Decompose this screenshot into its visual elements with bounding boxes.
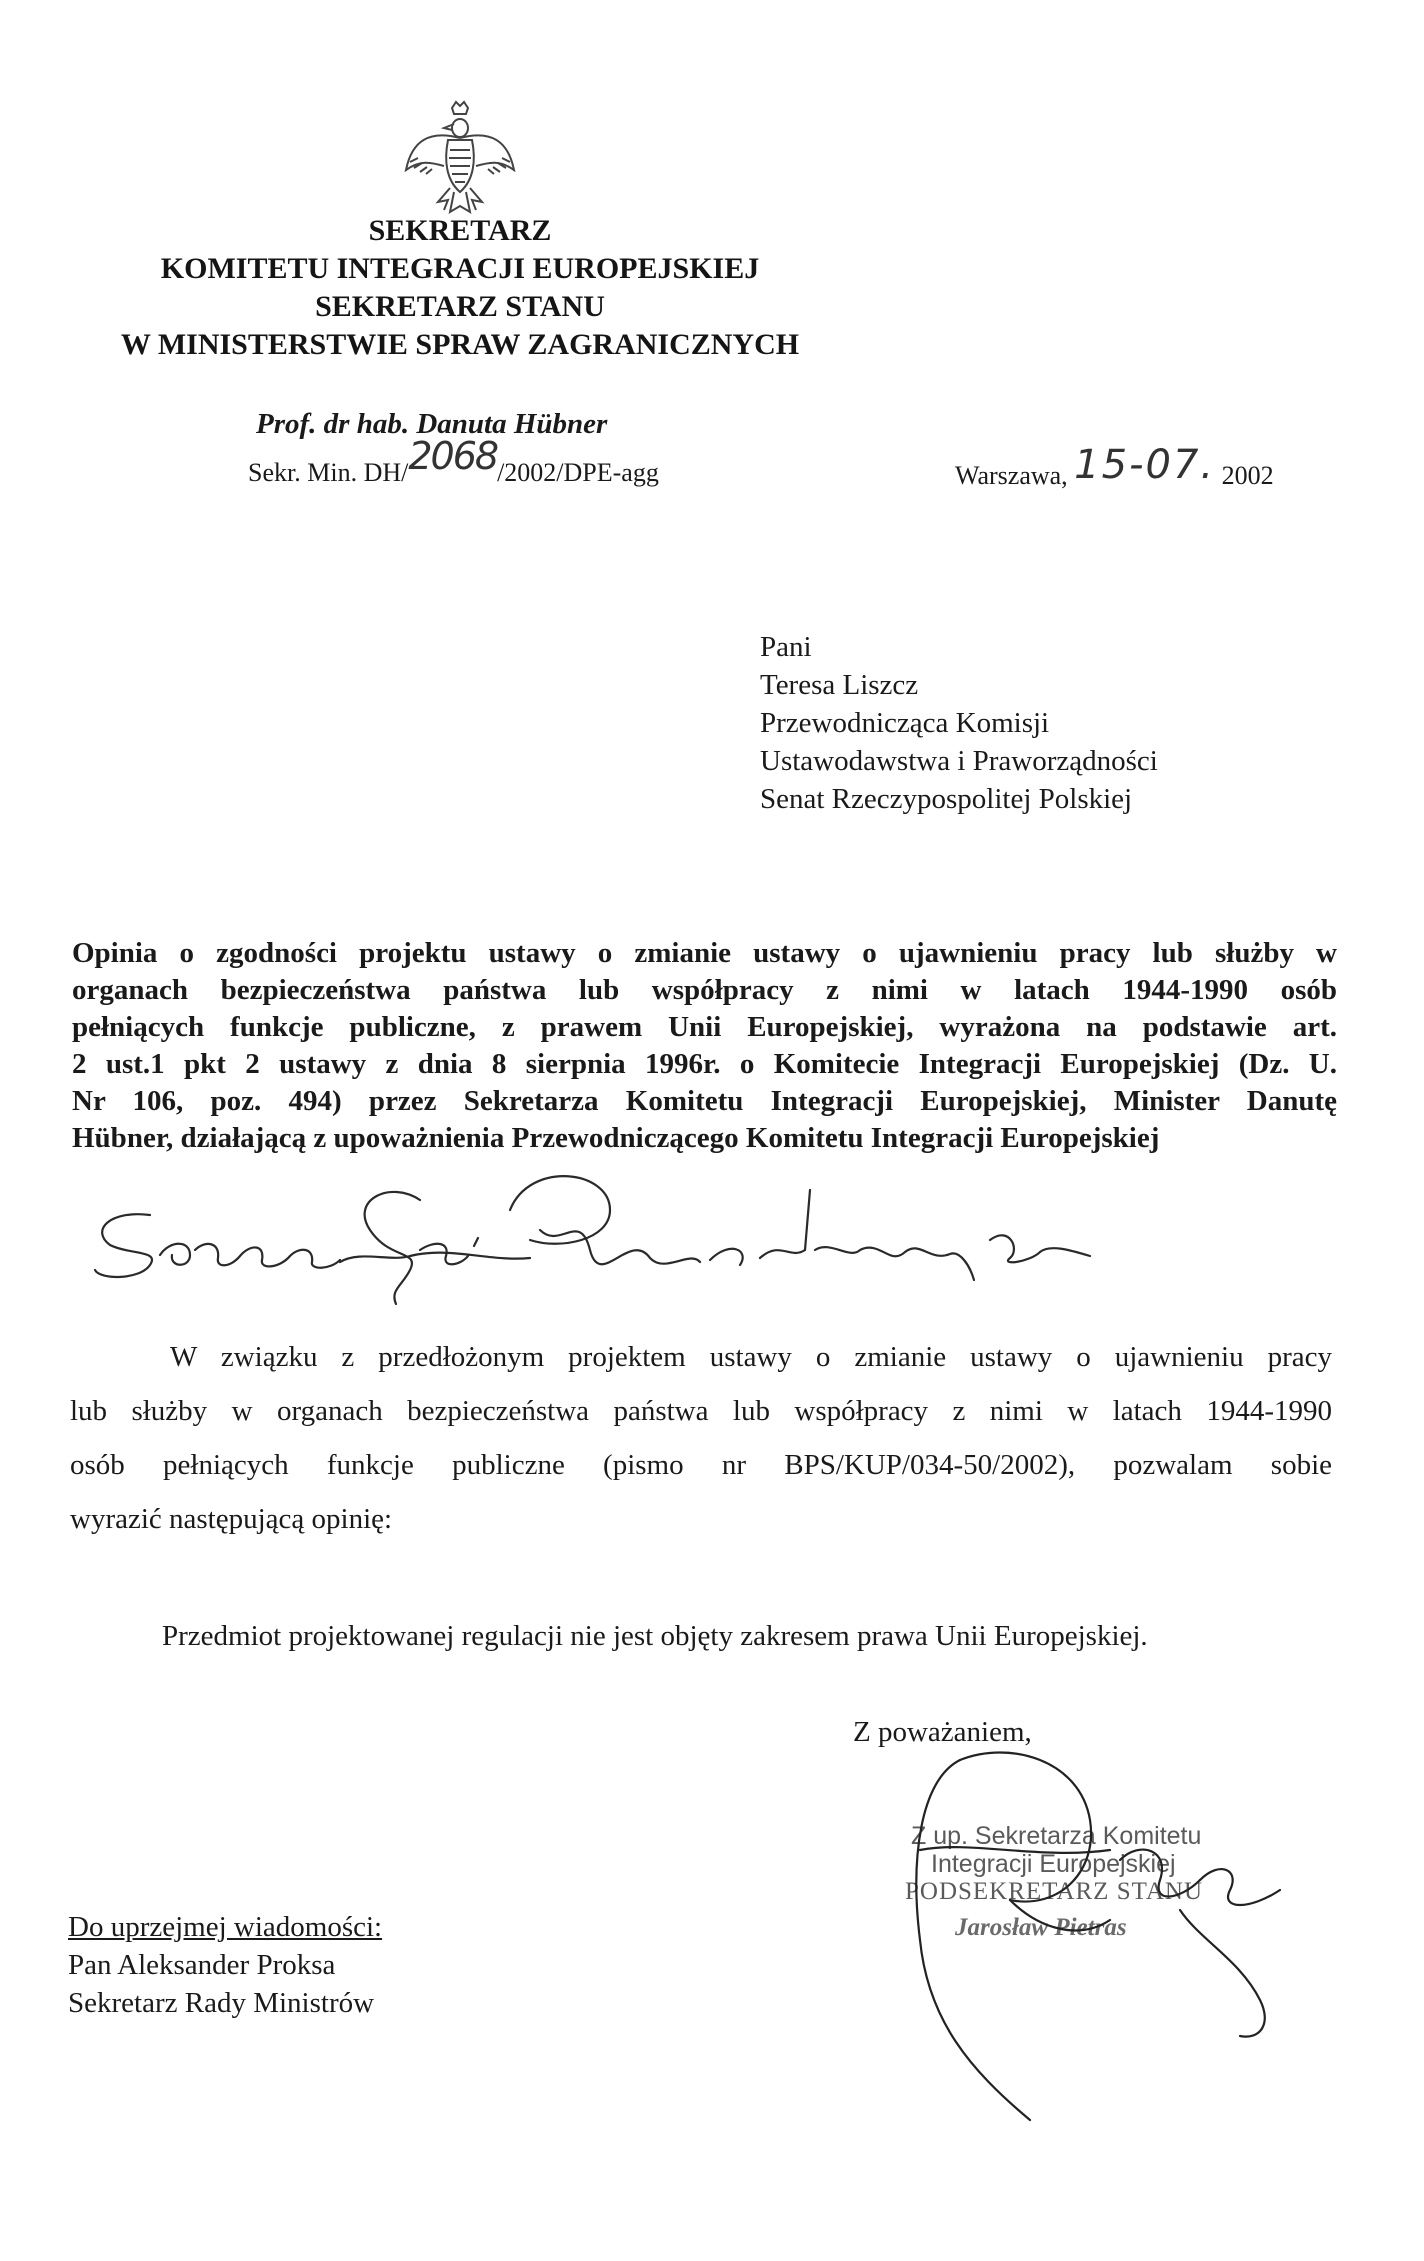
reference-number — [248, 434, 659, 490]
body-line: lub służby w organach bezpieczeństwa państwa lub współpracy z nimi w latach 1944-1990 — [70, 1395, 1332, 1427]
closing-salutation: Z poważaniem, — [853, 1716, 1032, 1748]
reference-suffix: /2002/DPE-agg — [497, 458, 659, 487]
cc-block — [68, 1908, 382, 2022]
date-place: Warszawa, — [955, 461, 1068, 490]
issuer-heading-line: W MINISTERSTWIE SPRAW ZAGRANICZNYCH — [120, 328, 800, 361]
subject-line: Hübner, działającą z upoważnienia Przewodniczącego Komitetu Integracji Europejskiej — [72, 1122, 1160, 1154]
subject-paragraph — [72, 935, 1337, 1157]
issuer-heading — [60, 212, 860, 364]
author-name: Prof. dr hab. Danuta Hübner — [256, 408, 608, 440]
addressee-block — [760, 628, 1158, 818]
body-line: wyrazić następującą opinię: — [70, 1503, 393, 1535]
body-line: osób pełniących funkcje publiczne (pismo nr BPS/KUP/034-50/2002), pozwalam sobie — [70, 1449, 1332, 1481]
stamp-signatory-name: Jarosław Pietras — [955, 1914, 1127, 1941]
addressee-line: Przewodnicząca Komisji — [760, 707, 1050, 739]
cc-recipient-line: Sekretarz Rady Ministrów — [68, 1987, 375, 2019]
date-year: 2002 — [1221, 461, 1274, 490]
handwritten-annotation — [90, 1170, 1130, 1310]
body-paragraph — [70, 1330, 1332, 1546]
subject-line: Opinia o zgodności projektu ustawy o zmianie ustawy o ujawnieniu pracy lub służby w — [72, 937, 1337, 969]
handwritten-signature — [880, 1740, 1320, 2140]
addressee-line: Senat Rzeczypospolitej Polskiej — [760, 783, 1133, 815]
addressee-line: Pani — [760, 631, 812, 663]
cc-recipient-line: Pan Aleksander Proksa — [68, 1949, 336, 1981]
addressee-line: Ustawodawstwa i Praworządności — [760, 745, 1158, 777]
opinion-statement: Przedmiot projektowanej regulacji nie jest objęty zakresem prawa Unii Europejskiej. — [162, 1620, 1148, 1652]
subject-line: organach bezpieczeństwa państwa lub współpracy z nimi w latach 1944-1990 osób — [72, 974, 1337, 1006]
cc-title: Do uprzejmej wiadomości: — [68, 1911, 383, 1943]
subject-line: pełniących funkcje publiczne, z prawem Unii Europejskiej, wyrażona na podstawie art. — [72, 1011, 1337, 1043]
date-line — [955, 442, 1274, 494]
date-handwritten: 15-07. — [1074, 442, 1216, 488]
issuer-heading-line: SEKRETARZ STANU — [315, 290, 605, 323]
polish-eagle-emblem-icon — [400, 100, 520, 220]
issuer-heading-line: KOMITETU INTEGRACJI EUROPEJSKIEJ — [160, 252, 760, 285]
stamp-line: Integracji Europejskiej — [931, 1850, 1176, 1878]
addressee-line: Teresa Liszcz — [760, 669, 919, 701]
body-line: W związku z przedłożonym projektem ustawy o zmianie ustawy o ujawnieniu pracy — [170, 1341, 1332, 1373]
subject-line: 2 ust.1 pkt 2 ustawy z dnia 8 sierpnia 1996r. o Komitecie Integracji Europejskiej (Dz. U. — [72, 1048, 1337, 1080]
reference-handwritten-number: 2068 — [408, 434, 498, 478]
stamp-line: Z up. Sekretarza Komitetu — [911, 1822, 1202, 1850]
issuer-heading-line: SEKRETARZ — [368, 214, 552, 247]
stamp-line: PODSEKRETARZ STANU — [905, 1878, 1204, 1905]
subject-line: Nr 106, poz. 494) przez Sekretarza Komitetu Integracji Europejskiej, Minister Danutę — [72, 1085, 1337, 1117]
reference-prefix: Sekr. Min. DH/ — [248, 458, 409, 487]
